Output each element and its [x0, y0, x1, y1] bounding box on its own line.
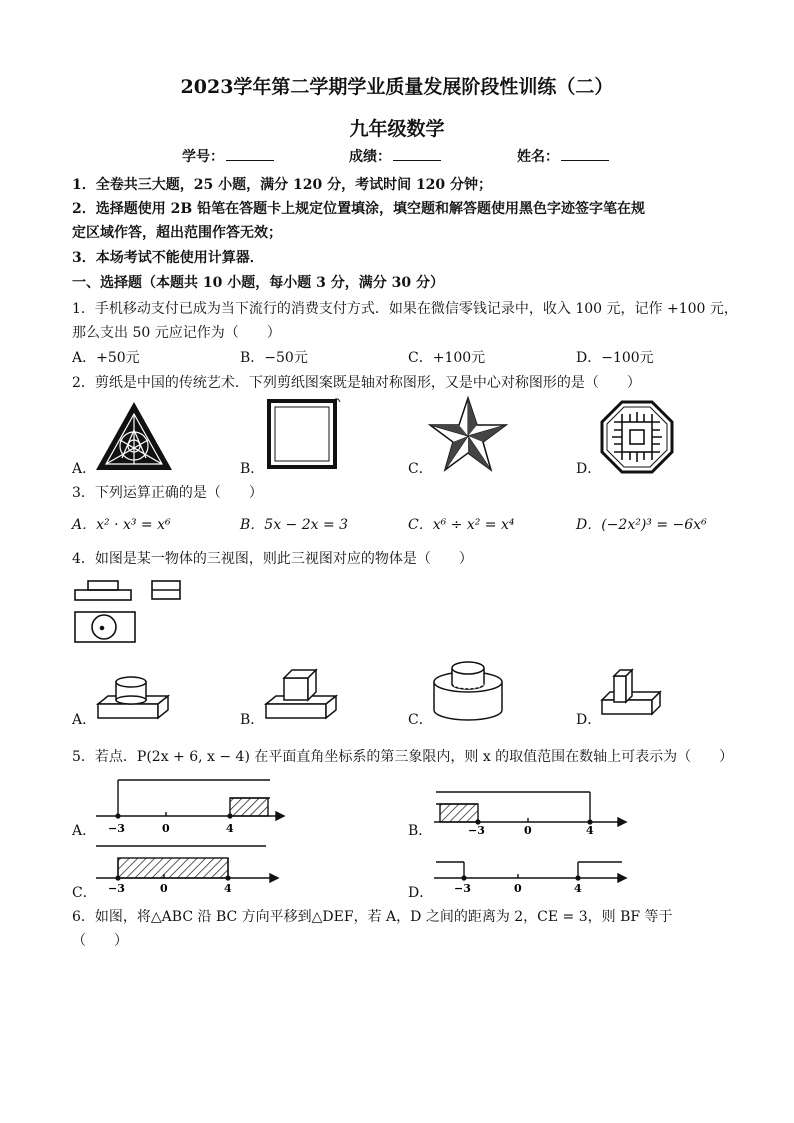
q1-option-b[interactable]: B．−50元: [240, 350, 308, 366]
q3-option-d[interactable]: D．(−2x²)³ = −6x⁶: [576, 517, 707, 533]
name-label: 姓名：: [517, 149, 559, 165]
papercut-square-frame-image: [266, 398, 340, 470]
q6-text-cont: （ ）: [72, 933, 128, 949]
note-3: 3．本场考试不能使用计算器．: [72, 250, 264, 266]
q5-option-a[interactable]: A．: [72, 823, 97, 839]
q2-option-c[interactable]: C．: [408, 461, 433, 477]
q2-option-a[interactable]: A．: [72, 461, 97, 477]
student-id-label: 学号：: [182, 149, 224, 165]
number-line-d-image: [432, 852, 628, 896]
q1-text: 1．手机移动支付已成为当下流行的消费支付方式．如果在微信零钱记录中，收入 100 元，记作 +100 元，: [72, 301, 738, 317]
exam-title: 2023学年第二学期学业质量发展阶段性训练（二）: [180, 76, 614, 98]
axis-label-b-4: 4: [586, 824, 594, 837]
name-blank[interactable]: [561, 146, 609, 161]
q3-option-b[interactable]: B．5x − 2x = 3: [240, 517, 349, 533]
q5-text: 5．若点．P(2x + 6, x − 4) 在平面直角坐标系的第三象限内，则 x 的取值范围在数轴上可表示为（ ）: [72, 749, 734, 765]
axis-label-a-4: 4: [226, 822, 234, 835]
papercut-triangle-image: [94, 400, 174, 472]
axis-label-c-0: 0: [160, 882, 168, 895]
q5-option-c[interactable]: C．: [72, 885, 97, 901]
section-heading: 一、选择题（本题共 10 小题，每小题 3 分，满分 30 分）: [72, 275, 444, 291]
axis-label-b-neg3: −3: [468, 824, 485, 837]
axis-label-d-0: 0: [514, 882, 522, 895]
score-blank[interactable]: [393, 146, 441, 161]
student-id-field: [182, 146, 274, 166]
q3-text: 3．下列运算正确的是（ ）: [72, 485, 263, 501]
axis-label-a-0: 0: [162, 822, 170, 835]
score-label: 成绩：: [349, 149, 391, 165]
q1-option-d[interactable]: D．−100元: [576, 350, 654, 366]
name-field: [517, 146, 609, 166]
solid-prism-on-slab-image: [600, 666, 662, 722]
papercut-octagon-lattice-image: [600, 400, 674, 474]
q3-option-a[interactable]: A．x² · x³ = x⁶: [72, 517, 171, 533]
q4-option-c[interactable]: C．: [408, 712, 433, 728]
q1-option-a[interactable]: A．+50元: [72, 350, 140, 366]
solid-stacked-cylinders-image: [432, 658, 504, 722]
q1-option-c[interactable]: C．+100元: [408, 350, 486, 366]
axis-label-b-0: 0: [524, 824, 532, 837]
q3-option-c[interactable]: C．x⁶ ÷ x² = x⁴: [408, 517, 515, 533]
q4-option-d[interactable]: D．: [576, 712, 602, 728]
q4-option-b[interactable]: B．: [240, 712, 265, 728]
student-id-blank[interactable]: [226, 146, 274, 161]
exam-subtitle: 九年级数学: [349, 118, 445, 140]
q2-option-b[interactable]: B．: [240, 461, 265, 477]
q5-option-b[interactable]: B．: [408, 823, 433, 839]
note-2: 2．选择题使用 2B 铅笔在答题卡上规定位置填涂，填空题和解答题使用黑色字迹签字笔在规: [72, 201, 646, 217]
axis-label-c-neg3: −3: [108, 882, 125, 895]
q2-option-d[interactable]: D．: [576, 461, 602, 477]
q2-text: 2．剪纸是中国的传统艺术．下列剪纸图案既是轴对称图形，又是中心对称图形的是（ ）: [72, 375, 641, 391]
note-2-cont: 定区域作答，超出范围作答无效；: [72, 225, 282, 241]
q5-option-d[interactable]: D．: [408, 885, 434, 901]
axis-label-c-4: 4: [224, 882, 232, 895]
papercut-star-image: [428, 396, 508, 472]
q4-text: 4．如图是某一物体的三视图，则此三视图对应的物体是（ ）: [72, 551, 473, 567]
score-field: [349, 146, 441, 166]
solid-cube-on-slab-image: [264, 664, 340, 722]
q4-option-a[interactable]: A．: [72, 712, 97, 728]
q6-text: 6．如图，将△ABC 沿 BC 方向平移到△DEF，若 A，D 之间的距离为 2，CE = 3，则 BF 等于: [72, 909, 673, 925]
number-line-c-image: [94, 842, 280, 894]
axis-label-d-neg3: −3: [454, 882, 471, 895]
solid-cylinder-on-slab-image: [96, 668, 172, 722]
number-line-b-image: [432, 788, 628, 836]
note-1: 1．全卷共三大题，25 小题，满分 120 分，考试时间 120 分钟；: [72, 177, 493, 193]
q1-text-cont: 那么支出 50 元应记作为（ ）: [72, 325, 281, 341]
three-view-drawing-image: [72, 578, 192, 650]
axis-label-d-4: 4: [574, 882, 582, 895]
axis-label-a-neg3: −3: [108, 822, 125, 835]
number-line-a-image: [94, 776, 284, 836]
